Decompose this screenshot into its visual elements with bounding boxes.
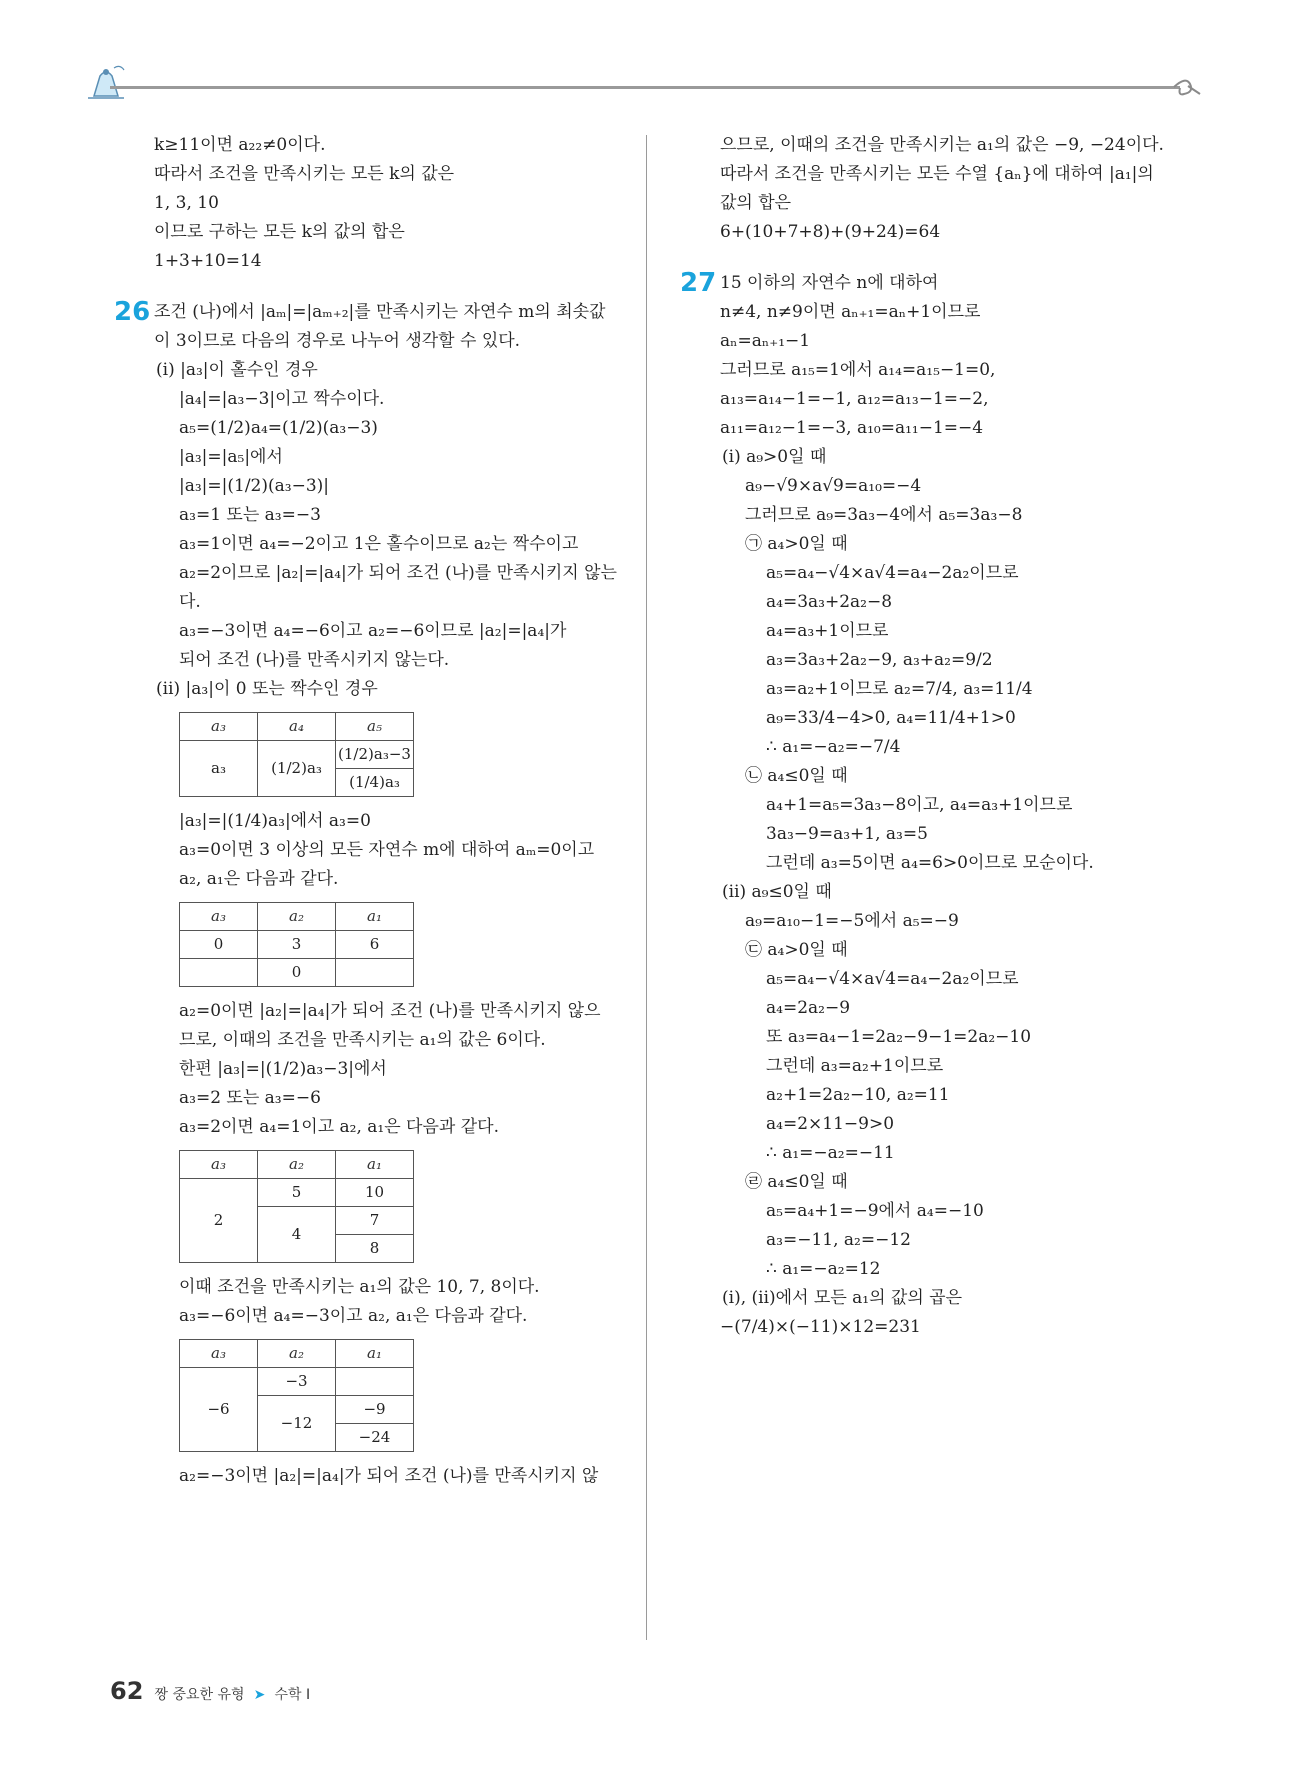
table-header-cell: a₃ (180, 713, 258, 741)
final-answer: −(7/4)×(−11)×12=231 (720, 1317, 921, 1337)
text-line: a₅=(1/2)a₄=(1/2)(a₃−3) (179, 418, 378, 438)
problem-number: 27 (680, 268, 717, 298)
text-line: a₄=2a₂−9 (766, 998, 851, 1018)
table-cell: a₃ (180, 741, 258, 797)
text-line: a₃=2 또는 a₃=−6 (179, 1088, 321, 1108)
subject-label: 수학 Ⅰ (274, 1687, 311, 1703)
text-line: 므로, 이때의 조건을 만족시키는 a₁의 값은 6이다. (179, 1030, 546, 1050)
text-line: a₄+1=a₅=3a₃−8이고, a₄=a₃+1이므로 (766, 795, 1073, 815)
text-line: 으므로, 이때의 조건을 만족시키는 a₁의 값은 −9, −24이다. (720, 135, 1164, 155)
text-line: 값의 합은 (720, 193, 792, 213)
table-cell: −9 (336, 1396, 414, 1424)
table-cell: 0 (180, 931, 258, 959)
table-cell: 0 (258, 959, 336, 987)
table-cell: 2 (180, 1179, 258, 1263)
text-line: a₃=a₂+1이므로 a₂=7/4, a₃=11/4 (766, 679, 1033, 699)
text-line: |a₃|=|(1/2)(a₃−3)| (179, 476, 330, 496)
table-cell: (1/2)a₃ (258, 741, 336, 797)
text-line: |a₃|=|a₅|에서 (179, 447, 283, 467)
table-a3-a4-a5 (179, 712, 414, 797)
text-line: a₄=a₃+1이므로 (766, 621, 889, 641)
table-cell: 8 (336, 1235, 414, 1263)
table-cell: −24 (336, 1424, 414, 1452)
text-line: a₂+1=2a₂−10, a₂=11 (766, 1085, 950, 1105)
text-line: ∴ a₁=−a₂=−11 (766, 1143, 895, 1163)
table-cell: −3 (258, 1368, 336, 1396)
table-header-cell: a₂ (258, 1151, 336, 1179)
column-divider (646, 135, 647, 1640)
ribbon-end-icon (1172, 74, 1202, 100)
text-line: 이때 조건을 만족시키는 a₁의 값은 10, 7, 8이다. (179, 1277, 540, 1297)
subcase-heading: ㉡ a₄≤0일 때 (745, 766, 848, 786)
table-cell: 10 (336, 1179, 414, 1207)
text-line: a₃=1이면 a₄=−2이고 1은 홀수이므로 a₂는 짝수이고 (179, 534, 579, 554)
text-line: 그러므로 a₁₅=1에서 a₁₄=a₁₅−1=0, (720, 360, 996, 380)
text-line: 조건 (나)에서 |aₘ|=|aₘ₊₂|를 만족시키는 자연수 m의 최솟값 (154, 302, 606, 322)
text-line: 그런데 a₃=a₂+1이므로 (766, 1056, 944, 1076)
text-line: 그런데 a₃=5이면 a₄=6>0이므로 모순이다. (766, 853, 1094, 873)
text-line: 이므로 구하는 모든 k의 값의 합은 (154, 222, 405, 242)
table-header-cell: a₅ (336, 713, 414, 741)
case-heading: (ⅱ) a₉≤0일 때 (722, 882, 832, 902)
table-cell: 5 (258, 1179, 336, 1207)
text-line: ∴ a₁=−a₂=12 (766, 1259, 881, 1279)
text-line: 1, 3, 10 (154, 193, 219, 213)
table-header-cell: a₂ (258, 1340, 336, 1368)
text-line: a₃=−11, a₂=−12 (766, 1230, 911, 1250)
text-line: 15 이하의 자연수 n에 대하여 (720, 273, 939, 293)
text-line: a₉−√9×a√9=a₁₀=−4 (745, 476, 922, 496)
table-cell (180, 959, 258, 987)
text-line: 되어 조건 (나)를 만족시키지 않는다. (179, 650, 450, 670)
table-header-cell: a₃ (180, 903, 258, 931)
right-column (680, 131, 1190, 1342)
page-number: 62 (110, 1677, 144, 1705)
text-line: |a₃|=|(1/4)a₃|에서 a₃=0 (179, 811, 371, 831)
table-header-cell: a₂ (258, 903, 336, 931)
table-header-cell: a₁ (336, 903, 414, 931)
bell-logo-icon (84, 62, 128, 102)
text-line: a₃=−6이면 a₄=−3이고 a₂, a₁은 다음과 같다. (179, 1306, 528, 1326)
text-line: (ⅰ), (ⅱ)에서 모든 a₁의 값의 곱은 (722, 1288, 963, 1308)
text-line: k≥11이면 a₂₂≠0이다. (154, 135, 326, 155)
table-header-cell: a₁ (336, 1340, 414, 1368)
text-line: a₂=2이므로 |a₂|=|a₄|가 되어 조건 (나)를 만족시키지 않는 (179, 563, 617, 583)
text-line: a₁₁=a₁₂−1=−3, a₁₀=a₁₁−1=−4 (720, 418, 984, 438)
text-line: a₃=2이면 a₄=1이고 a₂, a₁은 다음과 같다. (179, 1117, 499, 1137)
book-title: 짱 중요한 유형 (154, 1687, 245, 1703)
text-line: 다. (179, 592, 201, 612)
text-line: ∴ a₁=−a₂=−7/4 (766, 737, 901, 757)
header-rule (110, 86, 1180, 89)
table-cell: −12 (258, 1396, 336, 1452)
table-cell: (1/2)a₃−3 (336, 741, 414, 769)
subcase-heading: ㉢ a₄>0일 때 (745, 940, 848, 960)
text-line: a₅=a₄−√4×a√4=a₄−2a₂이므로 (766, 969, 1019, 989)
table-header-cell: a₃ (180, 1151, 258, 1179)
case-heading: (ⅰ) a₉>0일 때 (722, 447, 827, 467)
text-line: 3a₃−9=a₃+1, a₃=5 (766, 824, 928, 844)
text-line: a₉=33/4−4>0, a₄=11/4+1>0 (766, 708, 1016, 728)
text-line: 따라서 조건을 만족시키는 모든 수열 {aₙ}에 대하여 |a₁|의 (720, 164, 1154, 184)
text-line: a₅=a₄+1=−9에서 a₄=−10 (766, 1201, 984, 1221)
text-line: 한편 |a₃|=|(1/2)a₃−3|에서 (179, 1059, 387, 1079)
text-line: 6+(10+7+8)+(9+24)=64 (720, 222, 941, 242)
table-a3-2 (179, 1150, 414, 1263)
text-line: 따라서 조건을 만족시키는 모든 k의 값은 (154, 164, 455, 184)
text-line: 이 3이므로 다음의 경우로 나누어 생각할 수 있다. (154, 331, 521, 351)
text-line: a₃=0이면 3 이상의 모든 자연수 m에 대하여 aₘ=0이고 (179, 840, 595, 860)
table-cell (336, 959, 414, 987)
table-cell (336, 1368, 414, 1396)
text-line: 또 a₃=a₄−1=2a₂−9−1=2a₂−10 (766, 1027, 1032, 1047)
table-cell: (1/4)a₃ (336, 769, 414, 797)
table-cell: 6 (336, 931, 414, 959)
text-line: n≠4, n≠9이면 aₙ₊₁=aₙ+1이므로 (720, 302, 981, 322)
text-line: a₃=1 또는 a₃=−3 (179, 505, 321, 525)
table-header-cell: a₃ (180, 1340, 258, 1368)
table-a3-minus6 (179, 1339, 414, 1452)
table-cell: 4 (258, 1207, 336, 1263)
case-heading: (ⅰ) |a₃|이 홀수인 경우 (156, 360, 318, 380)
text-line: a₄=2×11−9>0 (766, 1114, 895, 1134)
text-line: a₂=−3이면 |a₂|=|a₄|가 되어 조건 (나)를 만족시키지 않 (179, 1466, 599, 1486)
problem-27 (680, 268, 1190, 1342)
text-line: a₉=a₁₀−1=−5에서 a₅=−9 (745, 911, 959, 931)
left-column (114, 131, 624, 1491)
table-cell: 7 (336, 1207, 414, 1235)
text-line: a₂=0이면 |a₂|=|a₄|가 되어 조건 (나)를 만족시키지 않으 (179, 1001, 601, 1021)
text-line: a₄=3a₃+2a₂−8 (766, 592, 893, 612)
table-a3-0 (179, 902, 414, 987)
table-header-cell: a₁ (336, 1151, 414, 1179)
table-cell: 3 (258, 931, 336, 959)
text-line: |a₄|=|a₃−3|이고 짝수이다. (179, 389, 385, 409)
problem-26 (114, 297, 624, 1491)
text-line: a₃=−3이면 a₄=−6이고 a₂=−6이므로 |a₂|=|a₄|가 (179, 621, 567, 641)
text-line: a₃=3a₃+2a₂−9, a₃+a₂=9/2 (766, 650, 993, 670)
text-line: aₙ=aₙ₊₁−1 (720, 331, 811, 351)
text-line: a₅=a₄−√4×a√4=a₄−2a₂이므로 (766, 563, 1019, 583)
text-line: a₂, a₁은 다음과 같다. (179, 869, 339, 889)
arrow-icon: ➤ (253, 1687, 266, 1703)
text-line: 그러므로 a₉=3a₃−4에서 a₅=3a₃−8 (745, 505, 1023, 525)
subcase-heading: ㉣ a₄≤0일 때 (745, 1172, 848, 1192)
problem-number: 26 (114, 297, 151, 327)
case-heading: (ⅱ) |a₃|이 0 또는 짝수인 경우 (156, 679, 378, 699)
table-header-cell: a₄ (258, 713, 336, 741)
text-line: a₁₃=a₁₄−1=−1, a₁₂=a₁₃−1=−2, (720, 389, 989, 409)
page-footer (110, 1677, 310, 1705)
table-cell: −6 (180, 1368, 258, 1452)
subcase-heading: ㉠ a₄>0일 때 (745, 534, 848, 554)
text-line: 1+3+10=14 (154, 251, 262, 271)
